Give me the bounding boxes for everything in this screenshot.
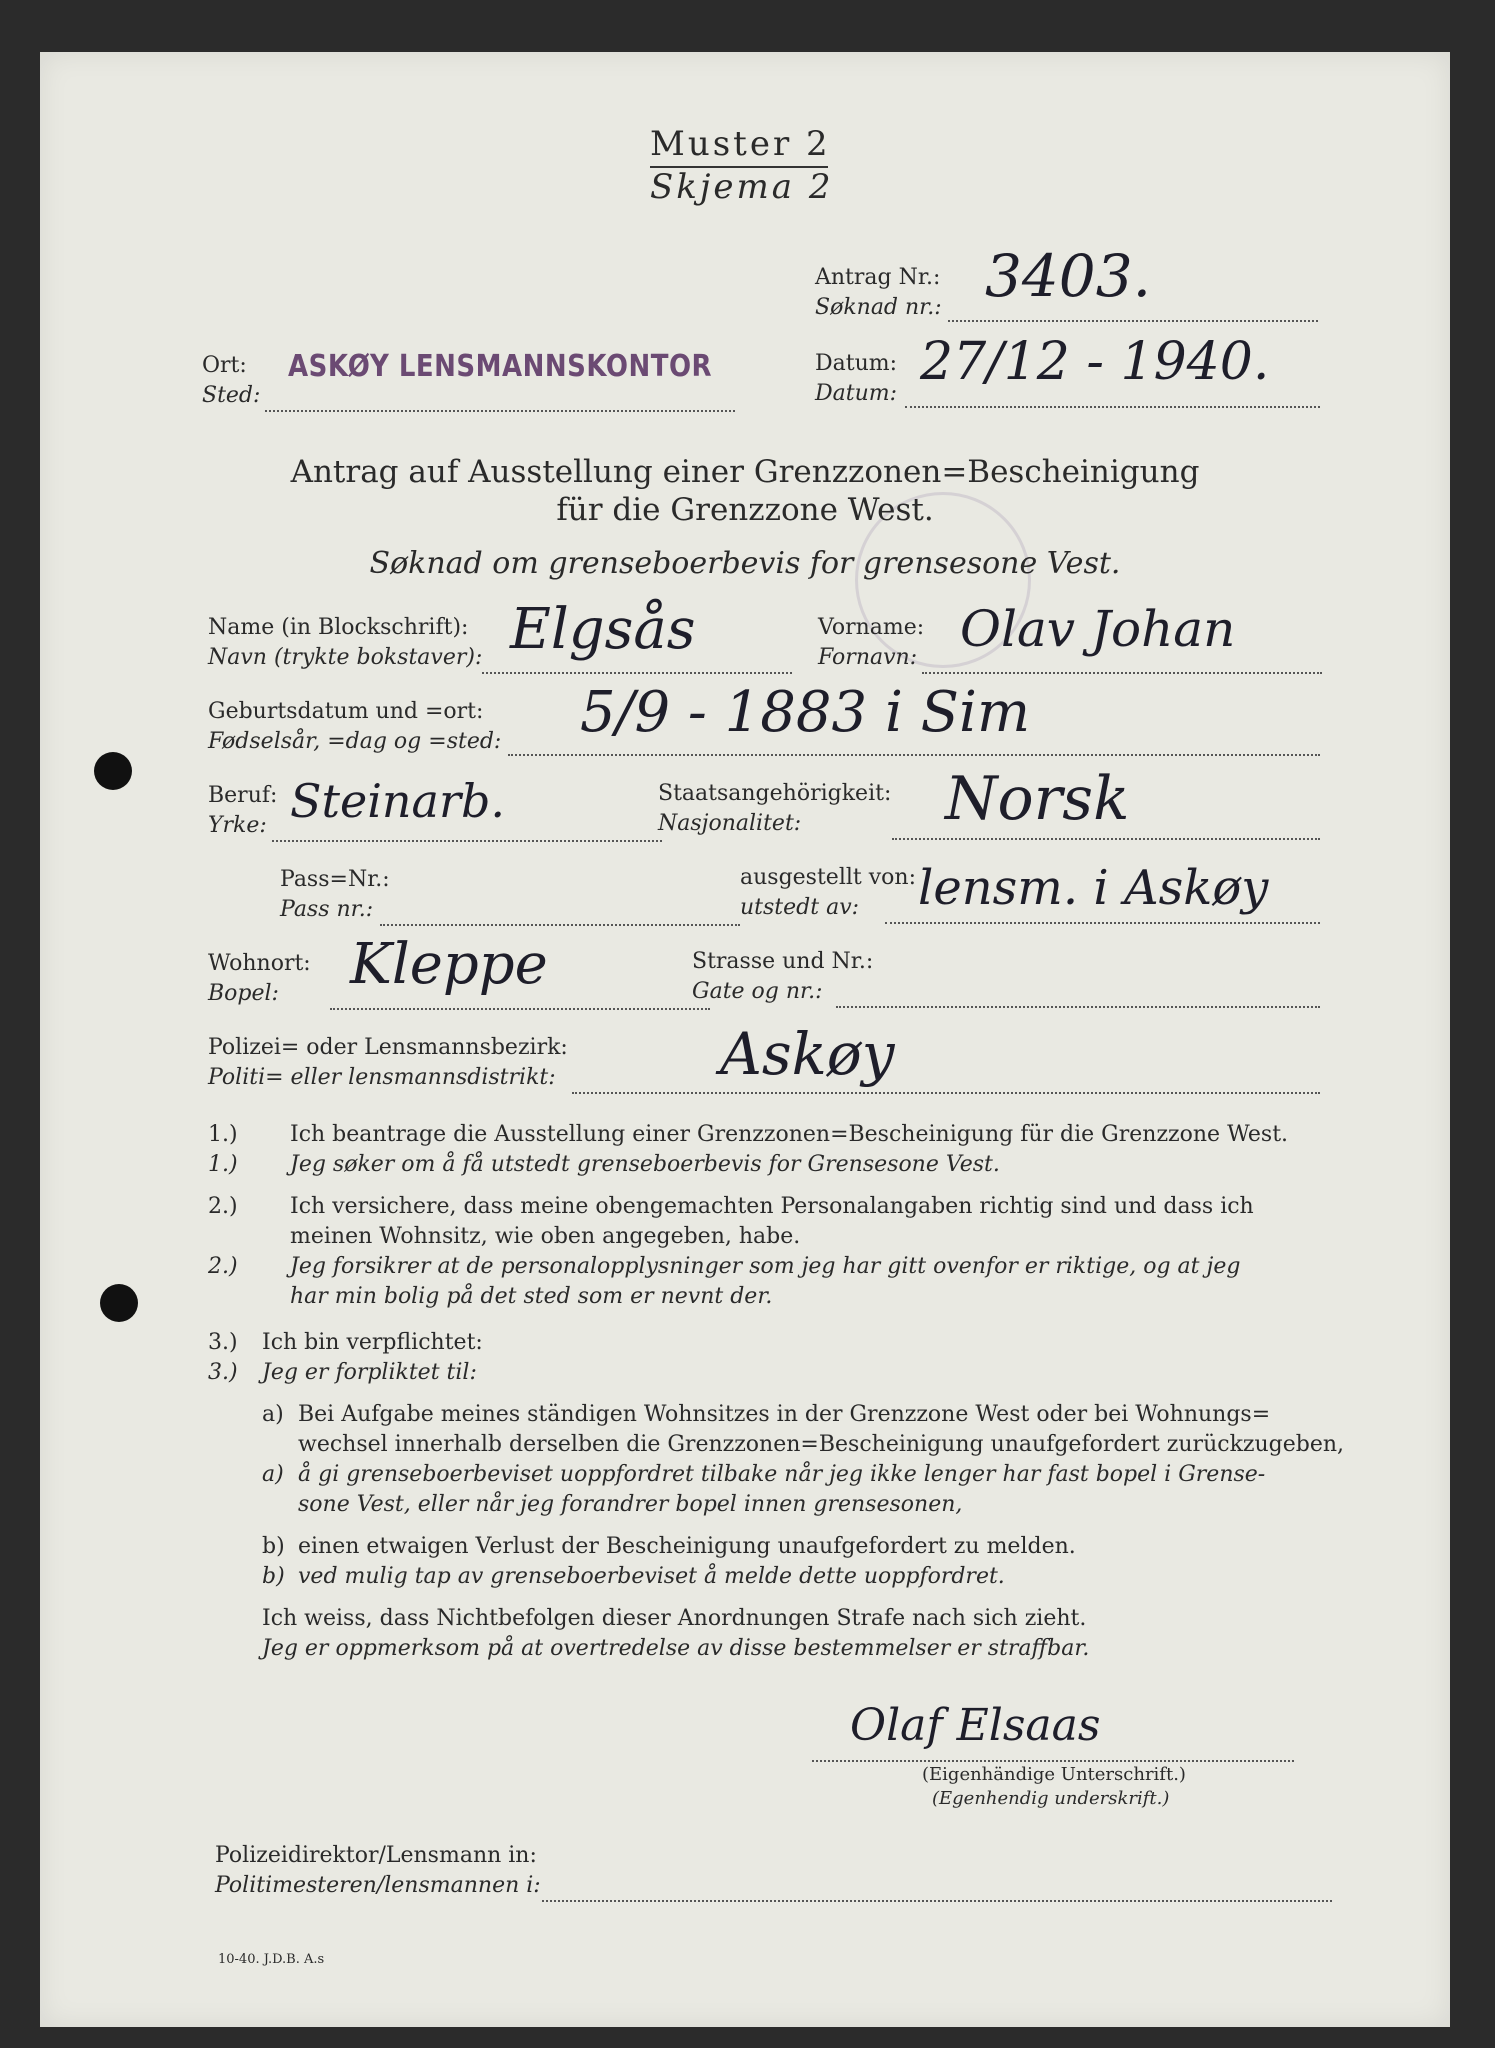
police-label-de: Polizeidirektor/Lensmann in: (215, 1843, 537, 1868)
p1-text-no: Jeg søker om å få utstedt grenseboerbevis for Grensesone Vest. (290, 1152, 1000, 1177)
form-number-de: Muster 2 (650, 124, 831, 164)
staat-value: Norsk (945, 764, 1130, 834)
strasse-label-no: Gate og nr.: (692, 979, 823, 1004)
name-label-no: Navn (trykte bokstaver): (208, 645, 483, 670)
a-label-de: a) (262, 1402, 284, 1427)
antrag-dotted-line (948, 320, 1318, 322)
b-text-no: ved mulig tap av grenseboerbeviset å melde dette uoppfordret. (298, 1564, 1005, 1589)
p2-text-de-1: Ich versichere, dass meine obengemachten Personalangaben richtig sind und dass ich (290, 1194, 1254, 1219)
beruf-label-no: Yrke: (208, 813, 267, 838)
a-label-no: a) (262, 1462, 284, 1487)
strasse-label-de: Strasse und Nr.: (692, 949, 874, 974)
signature-value: Olaf Elsaas (850, 1700, 1101, 1751)
p2-text-no-2: har min bolig på det sted som er nevnt der. (290, 1284, 773, 1309)
staat-label-de: Staatsangehörigkeit: (658, 781, 892, 806)
vorname-label-no: Fornavn: (818, 645, 918, 670)
geburt-label-no: Fødselsår, =dag og =sted: (208, 729, 502, 754)
ausgestellt-label-no: utstedt av: (740, 895, 860, 920)
a-text-de-1: Bei Aufgabe meines ständigen Wohnsitzes in der Grenzzone West oder bei Wohnungs= (298, 1402, 1271, 1427)
ort-stamp: ASKØY LENSMANNSKONTOR (288, 349, 713, 385)
antrag-label-de: Antrag Nr.: (815, 265, 941, 290)
ort-dotted-line (265, 410, 735, 412)
ausgestellt-value: lensm. i Askøy (918, 860, 1269, 916)
beruf-label-de: Beruf: (208, 783, 278, 808)
warning-de: Ich weiss, dass Nichtbefolgen dieser Anordnungen Strafe nach sich zieht. (262, 1606, 1087, 1631)
p2-text-no-1: Jeg forsikrer at de personalopplysninger som jeg har gitt ovenfor er riktige, og at jeg (290, 1254, 1241, 1279)
signature-label-no: (Egenhendig underskrift.) (932, 1788, 1170, 1809)
wohnort-label-de: Wohnort: (208, 951, 311, 976)
bezirk-label-no: Politi= eller lensmannsdistrikt: (208, 1065, 556, 1090)
title-de-line1: Antrag auf Ausstellung einer Grenzzonen=Bescheinigung (290, 454, 1200, 490)
signature-dotted-line (812, 1760, 1294, 1762)
p1-num-no: 1.) (208, 1152, 238, 1177)
geburt-value: 5/9 - 1883 i Sim (580, 680, 1031, 745)
title-no: Søknad om grenseboerbevis for grensesone Vest. (369, 546, 1121, 581)
geburt-label-de: Geburtsdatum und =ort: (208, 699, 484, 724)
datum-label-no: Datum: (815, 381, 898, 406)
staat-label-no: Nasjonalitet: (658, 811, 802, 836)
pass-label-de: Pass=Nr.: (280, 867, 390, 892)
form-number-no: Skjema 2 (650, 167, 834, 207)
ausgestellt-label-de: ausgestellt von: (740, 865, 916, 890)
a-text-no-1: å gi grenseboerbeviset uoppfordret tilbake når jeg ikke lenger har fast bopel i Grense- (298, 1462, 1266, 1487)
bezirk-value: Askøy (720, 1020, 895, 1088)
print-code: 10-40. J.D.B. A.s (218, 1952, 325, 1967)
vorname-dotted-line (922, 672, 1322, 674)
antrag-label-no: Søknad nr.: (815, 295, 942, 320)
ort-label-de: Ort: (202, 353, 247, 378)
punch-hole-top (94, 752, 132, 790)
signature-label-de: (Eigenhändige Unterschrift.) (922, 1764, 1186, 1785)
bezirk-label-de: Polizei= oder Lensmannsbezirk: (208, 1035, 568, 1060)
p2-num-de: 2.) (208, 1194, 238, 1219)
police-dotted-line (542, 1900, 1332, 1902)
strasse-dotted-line (836, 1006, 1320, 1008)
beruf-value: Steinarb. (290, 774, 506, 828)
antrag-number-value: 3403. (985, 242, 1152, 310)
a-text-no-2: sone Vest, eller når jeg forandrer bopel innen grensesonen, (298, 1492, 963, 1517)
pass-label-no: Pass nr.: (280, 897, 374, 922)
wohnort-dotted-line (330, 1008, 710, 1010)
datum-dotted-line (905, 406, 1320, 408)
name-value: Elgsås (510, 597, 696, 662)
title-de-line2: für die Grenzzone West. (556, 492, 934, 528)
p2-text-de-2: meinen Wohnsitz, wie oben angegeben, habe. (290, 1224, 801, 1249)
name-label-de: Name (in Blockschrift): (208, 615, 469, 640)
ausgestellt-dotted-line (885, 922, 1320, 924)
wohnort-label-no: Bopel: (208, 981, 279, 1006)
p3-num-de: 3.) (208, 1330, 238, 1355)
b-label-no: b) (262, 1564, 285, 1589)
beruf-dotted-line (272, 840, 662, 842)
b-label-de: b) (262, 1534, 285, 1559)
vorname-label-de: Vorname: (818, 615, 925, 640)
bezirk-dotted-line (572, 1092, 1320, 1094)
p1-text-de: Ich beantrage die Ausstellung einer Grenzzonen=Bescheinigung für die Grenzzone West. (290, 1122, 1289, 1147)
police-label-no: Politimesteren/lensmannen i: (215, 1873, 541, 1898)
datum-value: 27/12 - 1940. (920, 332, 1270, 392)
p3-text-de: Ich bin verpflichtet: (262, 1330, 483, 1355)
vorname-value: Olav Johan (960, 600, 1236, 658)
datum-label-de: Datum: (815, 351, 898, 376)
p2-num-no: 2.) (208, 1254, 238, 1279)
geburt-dotted-line (508, 754, 1320, 756)
pass-dotted-line (380, 924, 740, 926)
p3-text-no: Jeg er forpliktet til: (262, 1360, 477, 1385)
a-text-de-2: wechsel innerhalb derselben die Grenzzonen=Bescheinigung unaufgefordert zurückzugeben, (298, 1432, 1345, 1457)
ort-label-no: Sted: (202, 383, 261, 408)
staat-dotted-line (892, 838, 1320, 840)
punch-hole-bottom (100, 1284, 138, 1322)
b-text-de: einen etwaigen Verlust der Bescheinigung unaufgefordert zu melden. (298, 1534, 1076, 1559)
form-page (40, 52, 1450, 2027)
wohnort-value: Kleppe (350, 932, 548, 997)
p1-num-de: 1.) (208, 1122, 238, 1147)
p3-num-no: 3.) (208, 1360, 238, 1385)
name-dotted-line (482, 672, 792, 674)
warning-no: Jeg er oppmerksom på at overtredelse av disse bestemmelser er straffbar. (262, 1636, 1090, 1661)
